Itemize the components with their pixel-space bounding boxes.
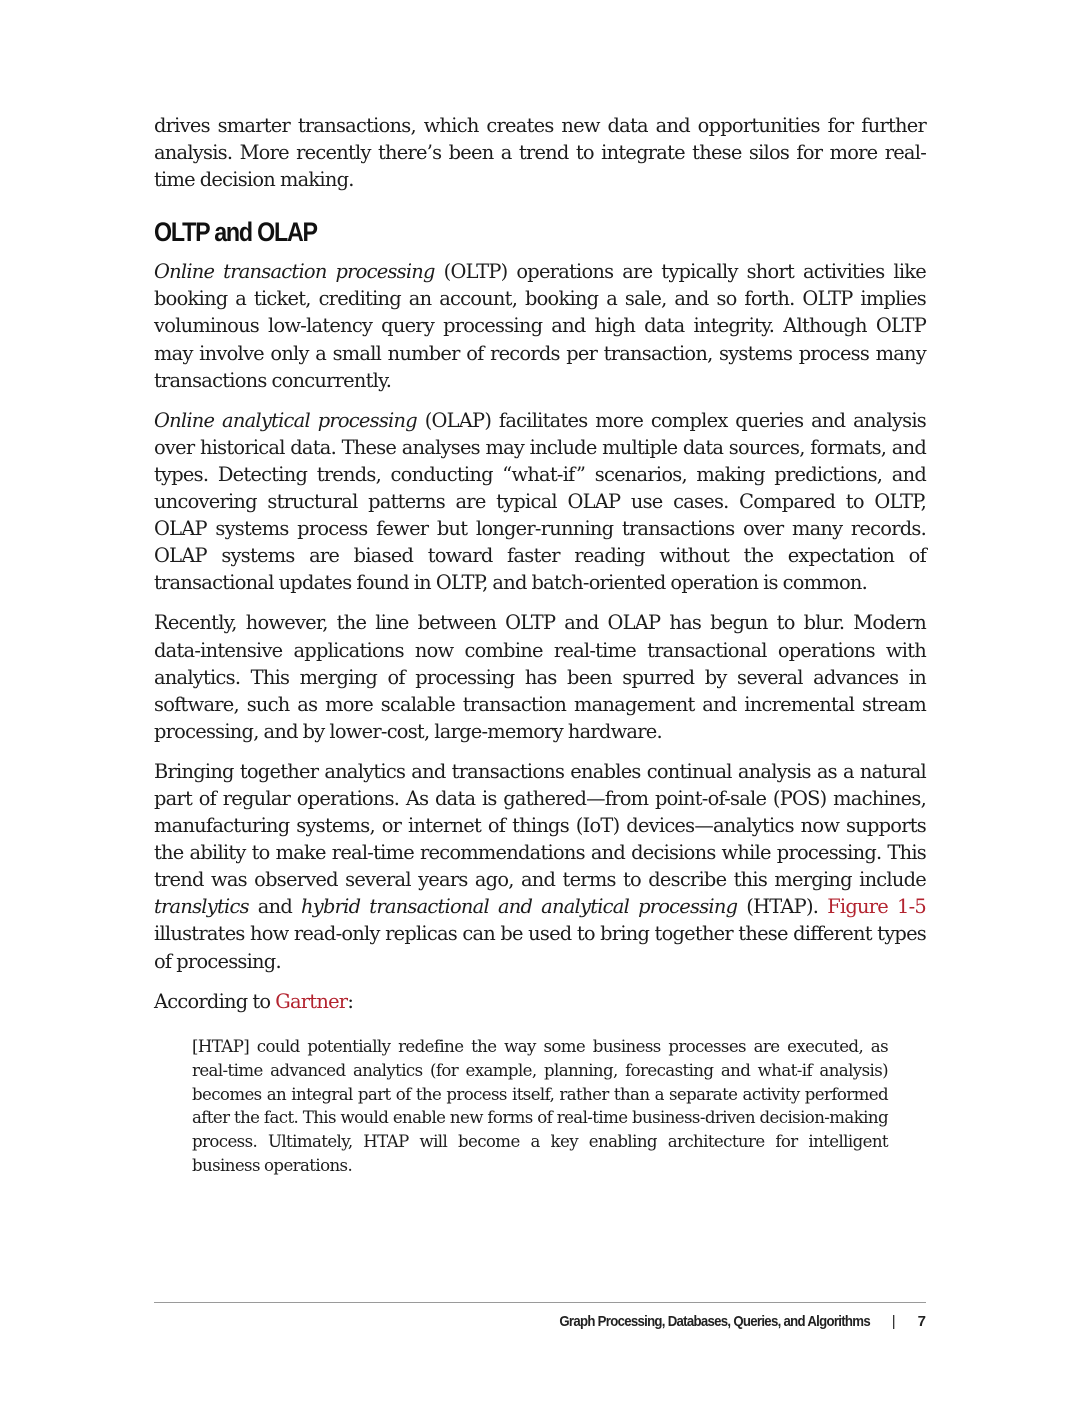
translytics-term: translytics [154, 895, 249, 919]
page-body [154, 112, 926, 1178]
gartner-link[interactable]: Gartner [275, 989, 348, 1013]
htap-and: and [248, 895, 302, 919]
figure-link[interactable]: Figure 1-5 [827, 895, 926, 919]
gartner-lead: According to [154, 989, 276, 1013]
blur-paragraph: Recently, however, the line between OLTP and OLAP has begun to blur. Modern data-intensive applications now combine real-time transactional operations with analytics. This merging of processing has been spurred by several advances in software, such as more scalable transaction management and incremental stream processing, and by lower-cost, large-memory hardware. [154, 611, 926, 743]
gartner-paragraph [154, 988, 926, 1015]
gartner-quote: [HTAP] could potentially redefine the way some business processes are executed, as real-time advanced analytics (for example, planning, forecasting and what-if analysis) becomes an integral part of the process itself, rather than a separate activity performed after the fact. This would enable new forms of real-time business-driven decision-making process. Ultimately, HTAP will become a key enabling architecture for intelligent business operations. [192, 1036, 888, 1176]
olap-term: Online analytical processing [154, 408, 417, 432]
footer-separator: | [891, 1312, 896, 1330]
htap-mid: (HTAP). [737, 895, 828, 919]
footer-title: Graph Processing, Databases, Queries, and Algorithms [559, 1312, 870, 1330]
olap-text: (OLAP) facilitates more complex queries and analysis over historical data. These analyses may include multiple data sources, formats, and types. Detecting trends, conducting “what-if” scenarios, making predictions, and uncovering structural patterns are typical OLAP use cases. Compared to OLTP, OLAP systems process fewer but longer-running transactions over many records. OLAP systems are biased toward faster reading without the expectation of transactional updates found in OLTP, and batch-oriented operation is common. [154, 408, 926, 595]
oltp-text: (OLTP) operations are typically short activities like booking a ticket, crediting an account, booking a sale, and so forth. OLTP implies voluminous low-latency query processing and high data integrity. Although OLTP may involve only a small number of records per transaction, systems process many transactions concurrently. [154, 260, 926, 392]
htap-term: hybrid transactional and analytical processing [301, 895, 738, 919]
section-heading: OLTP and OLAP [154, 217, 317, 248]
htap-paragraph [154, 758, 926, 975]
htap-text-1: Bringing together analytics and transactions enables continual analysis as a natural part of regular operations. As data is gathered—from point-of-sale (POS) machines, manufacturing systems, or internet of things (IoT) devices—analytics now supports the ability to make real-time recommendations and decisions while processing. This trend was observed several years ago, and terms to describe this merging include [154, 759, 926, 892]
oltp-paragraph [154, 258, 926, 393]
htap-text-2: illustrates how read-only replicas can be used to bring together these different types of processing. [154, 922, 926, 973]
footer-divider [154, 1302, 926, 1303]
oltp-term: Online transaction processing [154, 260, 435, 284]
olap-paragraph [154, 407, 926, 597]
intro-paragraph: drives smarter transactions, which creates new data and opportunities for further analysis. More recently there’s been a trend to integrate these silos for more real-time decision making. [154, 114, 926, 192]
page-footer [517, 1308, 926, 1334]
page-number: 7 [917, 1312, 926, 1330]
gartner-colon: : [347, 989, 354, 1013]
